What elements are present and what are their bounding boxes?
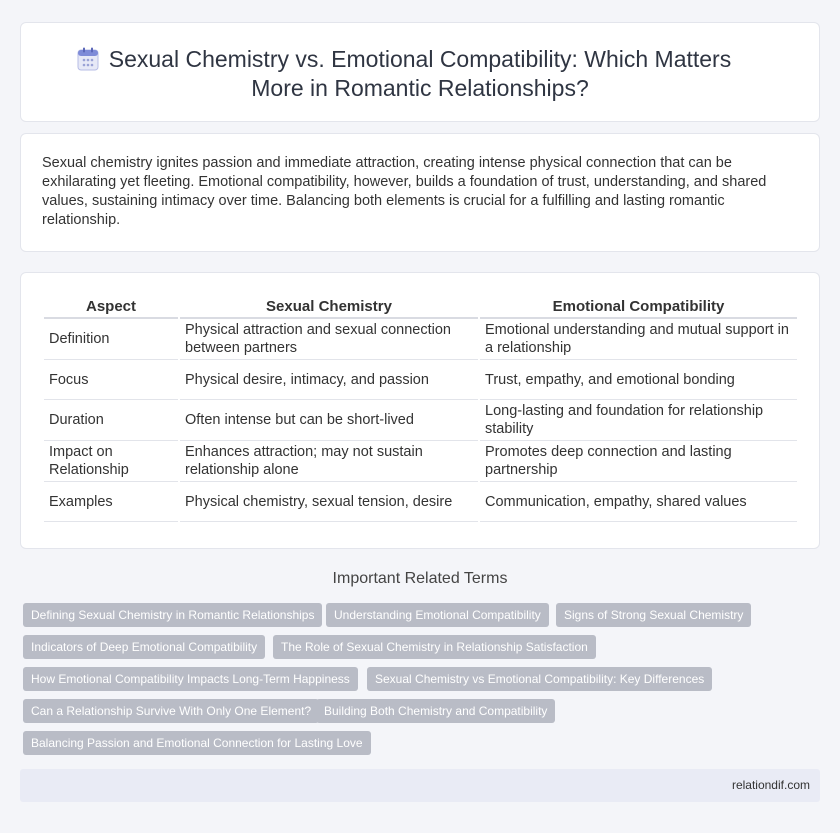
cell-emotional: Emotional understanding and mutual support in a relationship — [480, 319, 797, 360]
related-tag[interactable]: Building Both Chemistry and Compatibility — [316, 699, 555, 723]
cell-emotional: Long-lasting and foundation for relationship stability — [480, 400, 797, 441]
cell-sexual: Often intense but can be short-lived — [180, 400, 478, 441]
cell-aspect: Definition — [44, 319, 178, 360]
related-tag[interactable]: Sexual Chemistry vs Emotional Compatibility: Key Differences — [367, 667, 712, 691]
cell-aspect: Duration — [44, 400, 178, 441]
related-tag[interactable]: Balancing Passion and Emotional Connection for Lasting Love — [23, 731, 371, 755]
header-aspect: Aspect — [44, 297, 178, 319]
footer-site-link[interactable]: relationdif.com — [731, 778, 810, 792]
comparison-table — [42, 297, 799, 522]
footer — [20, 769, 820, 802]
related-tag[interactable]: How Emotional Compatibility Impacts Long-Term Happiness — [23, 667, 358, 691]
table-header-row — [44, 297, 797, 319]
page-title — [21, 45, 819, 103]
cell-sexual: Physical desire, intimacy, and passion — [180, 360, 478, 400]
table-row — [44, 482, 797, 522]
header-emotional-compatibility: Emotional Compatibility — [480, 297, 797, 319]
page-title-line2: More in Romantic Relationships? — [251, 75, 589, 101]
related-tag[interactable]: Understanding Emotional Compatibility — [326, 603, 549, 627]
cell-aspect: Impact on Relationship — [44, 441, 178, 482]
cell-emotional: Promotes deep connection and lasting partnership — [480, 441, 797, 482]
cell-emotional: Communication, empathy, shared values — [480, 482, 797, 522]
cell-aspect: Focus — [44, 360, 178, 400]
related-tag[interactable]: Can a Relationship Survive With Only One Element? — [23, 699, 319, 723]
header-card — [20, 22, 820, 122]
related-tag[interactable]: Indicators of Deep Emotional Compatibility — [23, 635, 265, 659]
page-title-line1: Sexual Chemistry vs. Emotional Compatibility: Which Matters — [108, 46, 732, 72]
cell-sexual: Physical chemistry, sexual tension, desire — [180, 482, 478, 522]
intro-text: Sexual chemistry ignites passion and immediate attraction, creating intense physical connection that can be exhilarating yet fleeting. Emotional compatibility, however, builds a foundation of trust, understanding, and shared values, sustaining intimacy over time. Balancing both elements is crucial for a fulfilling and lasting romantic relationship. — [42, 155, 767, 228]
cell-emotional: Trust, empathy, and emotional bonding — [480, 360, 797, 400]
cell-sexual: Enhances attraction; may not sustain relationship alone — [180, 441, 478, 482]
related-tag[interactable]: Signs of Strong Sexual Chemistry — [556, 603, 751, 627]
header-sexual-chemistry: Sexual Chemistry — [180, 297, 478, 319]
cell-sexual: Physical attraction and sexual connection between partners — [180, 319, 478, 360]
related-tag[interactable]: The Role of Sexual Chemistry in Relationship Satisfaction — [273, 635, 596, 659]
intro-card — [20, 133, 820, 252]
related-terms-title: Important Related Terms — [332, 570, 508, 587]
cell-aspect: Examples — [44, 482, 178, 522]
table-row — [44, 441, 797, 482]
comparison-card — [20, 272, 820, 549]
related-tag[interactable]: Defining Sexual Chemistry in Romantic Relationships — [23, 603, 322, 627]
table-row — [44, 319, 797, 360]
table-row — [44, 400, 797, 441]
table-row — [44, 360, 797, 400]
